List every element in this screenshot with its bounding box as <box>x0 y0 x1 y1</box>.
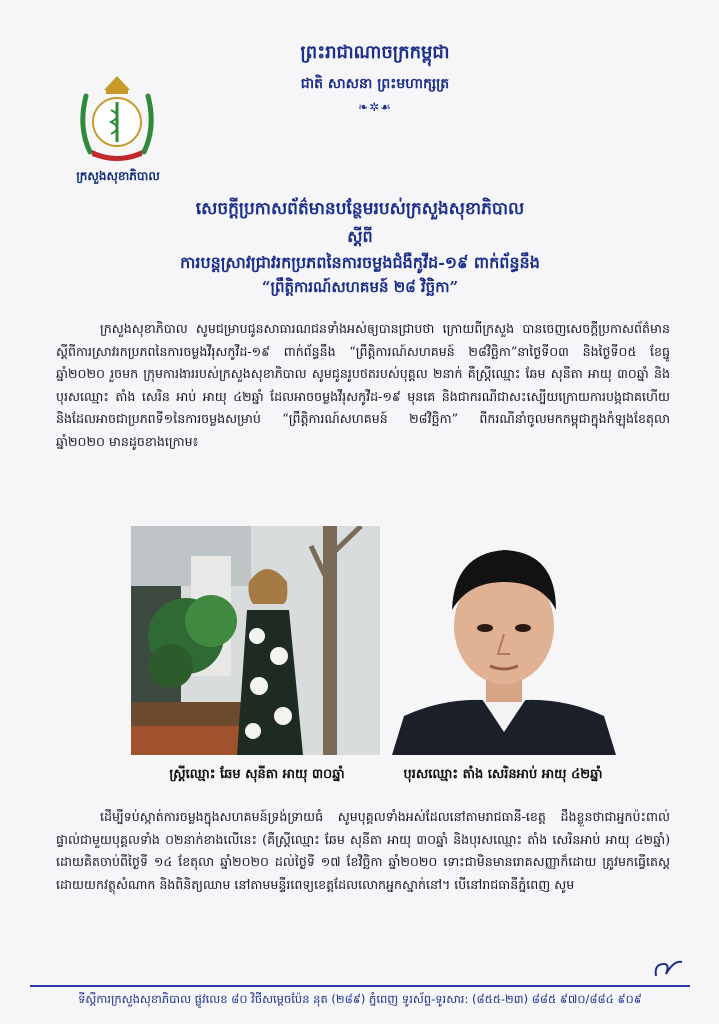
woman-photo-caption: ស្ត្រីឈ្មោះ ឆែម សុនីតា អាយុ ៣០ឆ្នាំ <box>169 767 345 782</box>
footer-divider <box>30 985 690 987</box>
ministry-of-health-logo-icon <box>72 72 162 164</box>
woman-photo-illustration <box>131 526 380 755</box>
title-line-3: ការបន្តស្រាវជ្រាវរកប្រភពនៃការចម្លងជំងឺកូវីដ-១៩ ពាក់ព័ន្ធនឹង <box>180 253 540 272</box>
footer-address: ទីស្តីការក្រសួងសុខាភិបាល ផ្លូវលេខ ៨០ វិថីសម្តេចប៉ែន នុត (២៨៩) ភ្នំពេញ ទូរស័ព្ទ-ទូរសារ: (៨៥៥-២៣) ៨៨៥ ៩៧០/៨៨៤ ៩០៩ <box>78 992 642 1006</box>
title-line-1: សេចក្តីប្រកាសព័ត៌មានបន្ថែមរបស់ក្រសួងសុខាភិបាល <box>195 199 525 219</box>
man-photo-illustration <box>392 526 616 755</box>
man-photo-caption: បុរសឈ្មោះ តាំង សេរិនអាប់ អាយុ ៤២ឆ្នាំ <box>403 767 603 782</box>
title-line-2: ស្តីពី <box>347 227 373 246</box>
man-photo <box>392 526 616 755</box>
kingdom-heading: ព្រះរាជាណាចក្រកម្ពុជា <box>300 42 450 63</box>
title-line-4: “ព្រឹត្តិការណ៍សហគមន៍ ២៨ វិច្ឆិកា” <box>261 278 459 296</box>
ornament-divider: ❧✲☙ <box>358 100 392 114</box>
ministry-label: ក្រសួងសុខាភិបាល <box>76 169 160 183</box>
woman-photo <box>131 526 380 755</box>
body-paragraph-1: ក្រសួងសុខាភិបាល សូមជម្រាបជូនសាធារណជនទាំងអស់ឲ្យបានជ្រាបថា ក្រោយពីក្រសួង បានចេញសេចក្តីប្រកាសព័ត៌មាន ស្តីពីការស្រាវរកប្រភពនៃការចម្លងវីរុសកូវីដ-១៩ ពាក់ព័ន្ធនឹង “ព្រឹត្តិការណ៍សហគមន៍ ២៨វិច្ឆិកា”នាថ្ងៃទី០៣ និងថ្ងៃទី០៥ ខែធ្នូ ឆ្នាំ២០២០ រួចមក ក្រុមការងាររបស់ក្រសួងសុខាភិបាល សូមជូនរូបថតរបស់បុគ្គល ២នាក់ គឺស្ត្រីឈ្មោះ ឆែម សុនីតា អាយុ ៣០ឆ្នាំ និង បុរសឈ្មោះ តាំង សេរិន អាប់ អាយុ ៤២ឆ្នាំ ដែលអាចចម្លងវីរុសកូវីដ-១៩ មុនគេ និងជាករណីជាសះស្បើយក្រោយការបង្កជាគហើយ និងដែលអាចជាប្រភពទី១នៃការចម្លងសម្រាប់ “ព្រឹត្តិការណ៍សហគមន៍ ២៨វិច្ឆិកា” ពីករណីនាំចូលមកកម្ពុជាក្នុងកំឡុងខែតុលា ឆ្នាំ២០២០ មានដូចខាងក្រោម៖ <box>56 321 670 449</box>
national-motto: ជាតិ សាសនា ព្រះមហាក្សត្រ <box>300 76 450 92</box>
signature-initial-icon <box>652 958 686 980</box>
body-paragraph-2: ដើម្បីទប់ស្កាត់ការចម្លងក្នុងសហគមន៍ទ្រង់ទ្រាយធំ សូមបុគ្គលទាំងអស់ដែលនៅតាមរាជធានី-ខេត្ត ដឹងខ្លួនថាជាអ្នកប៉ះពាល់ផ្ទាល់ជាមួយបុគ្គលទាំង ០២នាក់ខាងលើនេះ (គឺស្ត្រីឈ្មោះ ឆែម សុនីតា អាយុ ៣០ឆ្នាំ និងបុរសឈ្មោះ តាំង សេរិនអាប់ អាយុ ៤២ឆ្នាំ) ដោយគិតចាប់ពីថ្ងៃទី ១៤ ខែតុលា ឆ្នាំ២០២០ ដល់ថ្ងៃទី ១៧ ខែវិច្ឆិកា ឆ្នាំ២០២០ ទោះជាមិនមានរោគសញ្ញាក៏ដោយ ត្រូវមកធ្វើតេស្តដោយយកវត្ថុសំណាក និងពិនិត្យឈាម នៅតាមមន្ទីរពេទ្យខេត្តដែលលោកអ្នកស្នាក់នៅ។ បើនៅរាជធានីភ្នំពេញ សូម <box>56 809 670 892</box>
